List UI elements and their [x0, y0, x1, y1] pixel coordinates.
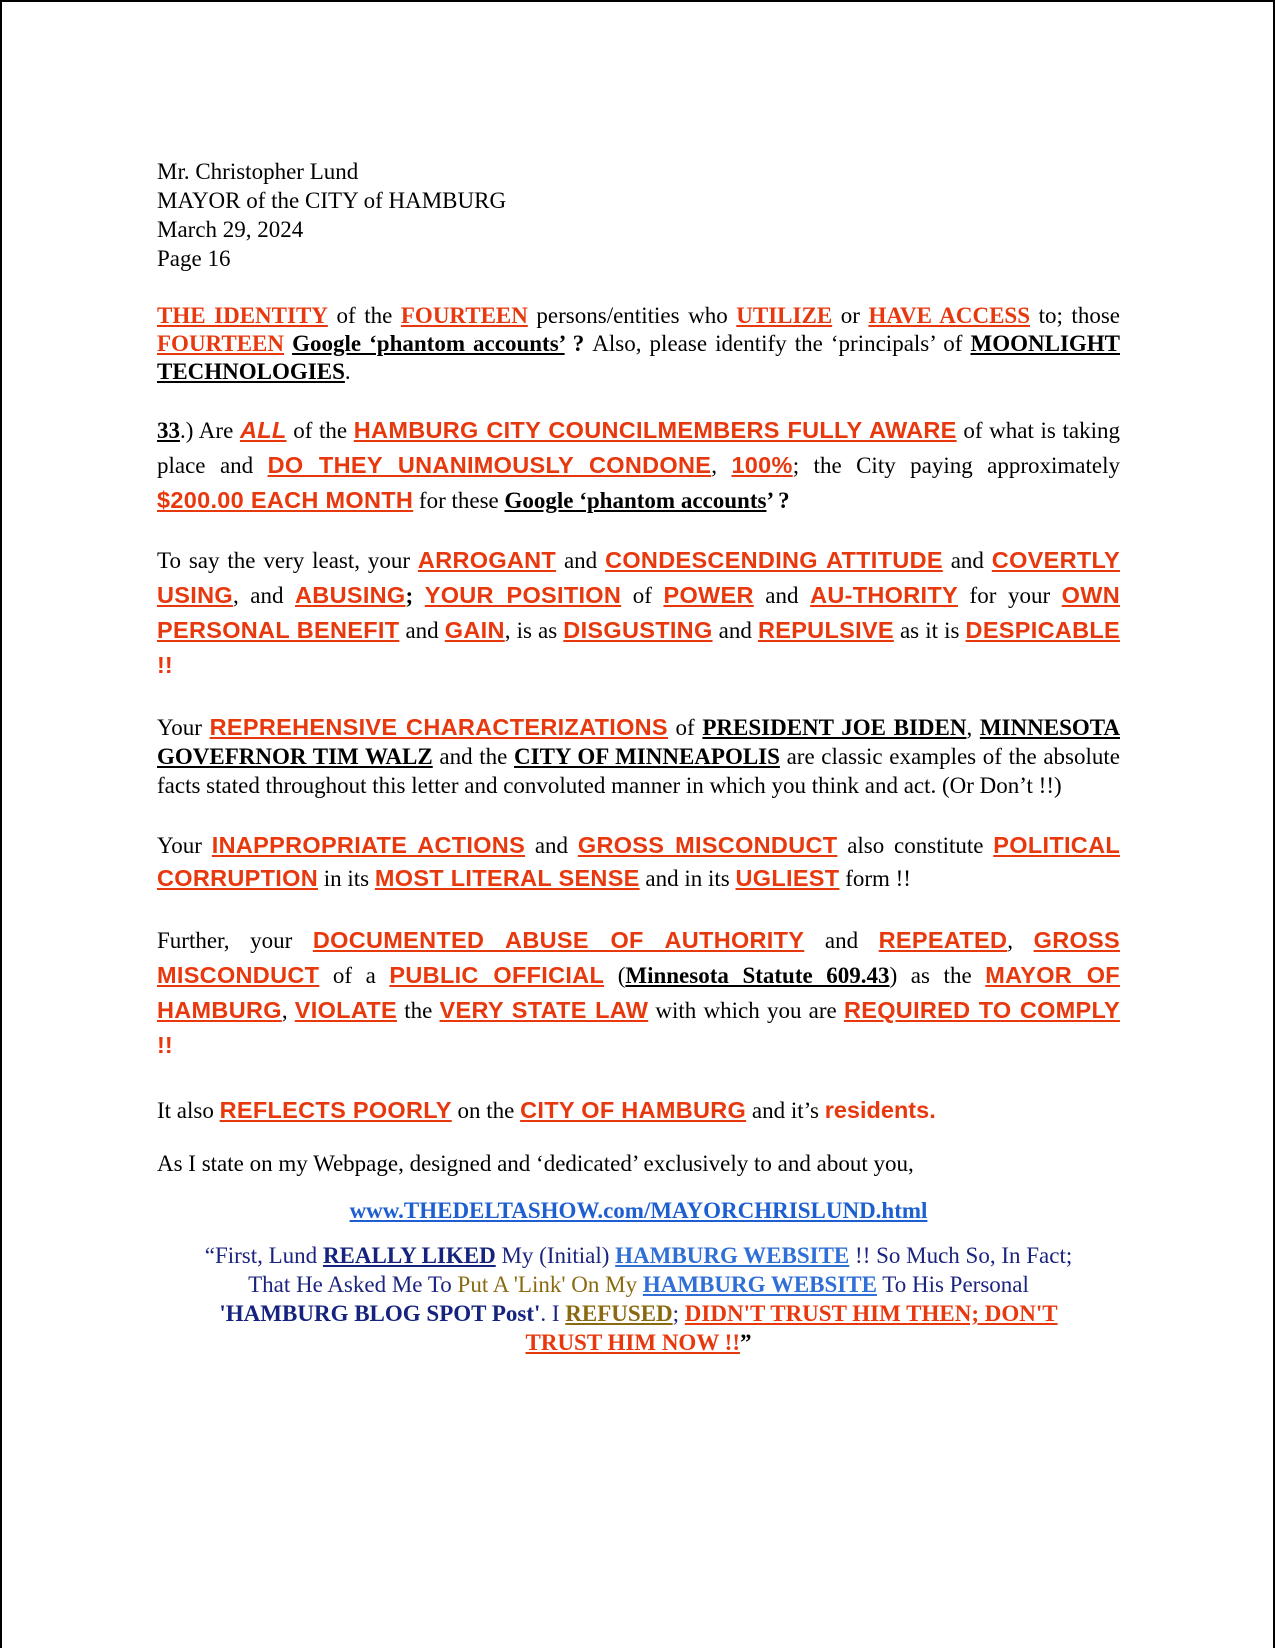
emph: FOURTEEN	[400, 303, 528, 328]
emph: REALLY LIKED	[322, 1243, 496, 1268]
text: for your	[958, 583, 1062, 608]
text: of what is taking place and	[157, 418, 1120, 478]
text: !! So Much So, In Fact; That He Asked Me To	[248, 1243, 1073, 1297]
text: To His Personal	[876, 1272, 1029, 1297]
text: ,	[966, 715, 980, 740]
text: As I state on my Webpage, designed and ‘dedicated’ exclusively to and about you,	[157, 1151, 914, 1176]
emph: 'HAMBURG BLOG SPOT Post'	[219, 1301, 541, 1326]
emph: COVERTLY USING	[157, 547, 1120, 608]
emph: $200.00 EACH MONTH	[157, 487, 414, 513]
emph: MAYOR OF HAMBURG	[157, 962, 1120, 1023]
recipient-title: MAYOR of the CITY of HAMBURG	[157, 188, 507, 213]
emph: VERY STATE LAW	[439, 997, 649, 1023]
emph: VIOLATE	[294, 997, 397, 1023]
text: . I	[540, 1301, 566, 1326]
text: ’ ?	[766, 488, 790, 513]
text: , and	[232, 583, 296, 608]
emph: CONDESCENDING ATTITUDE	[605, 547, 943, 573]
emph: DIDN'T TRUST HIM THEN; DON'T TRUST HIM NOW	[525, 1301, 1058, 1355]
emph: MINNESOTA GOVEFRNOR TIM WALZ	[157, 715, 1120, 769]
emph: ABUSING	[295, 582, 406, 608]
text: of the	[327, 303, 401, 328]
text: ”	[740, 1330, 752, 1355]
emph: YOUR POSITION	[424, 582, 622, 608]
recipient-name: Mr. Christopher Lund	[157, 159, 359, 184]
text: ,	[1007, 928, 1034, 953]
text: and	[942, 548, 992, 573]
text: or	[832, 303, 869, 328]
paragraph-characterizations	[157, 713, 1120, 800]
text: and	[525, 833, 578, 858]
text: of	[621, 583, 664, 608]
text: It also	[157, 1098, 220, 1123]
text: ,	[711, 453, 732, 478]
text: and	[804, 928, 879, 953]
text: ;	[672, 1301, 685, 1326]
text: .	[344, 359, 351, 384]
emph: PUBLIC OFFICIAL	[389, 962, 605, 988]
emph: PRESIDENT JOE BIDEN	[702, 715, 967, 740]
emph: UGLIEST	[735, 865, 840, 891]
emph: CITY OF HAMBURG	[520, 1097, 747, 1123]
text: and	[712, 618, 758, 643]
emph: Minnesota Statute 609.43	[625, 963, 890, 988]
emph: GAIN	[444, 617, 505, 643]
emph: REFLECTS POORLY	[219, 1097, 452, 1123]
emph: REPREHENSIVE CHARACTERIZATIONS	[209, 714, 668, 740]
emph: CITY OF MINNEAPOLIS	[514, 744, 780, 769]
emph: OWN PERSONAL BENEFIT	[157, 582, 1121, 643]
text: on the	[451, 1098, 521, 1123]
text: ?	[564, 331, 593, 356]
text: of a	[319, 963, 390, 988]
emph: REPULSIVE	[757, 617, 894, 643]
text: are classic examples of the absolute facts stated throughout this letter and convoluted manner in which you think and act. (Or Don’t !!)	[157, 744, 1120, 798]
text: the	[396, 998, 440, 1023]
text: My (Initial)	[495, 1243, 616, 1268]
emph: MOONLIGHT TECHNOLOGIES	[157, 331, 1121, 384]
text: with which you are	[648, 998, 844, 1023]
text: in its	[317, 866, 375, 891]
text: and	[399, 618, 445, 643]
text	[284, 331, 292, 356]
emph: REPEATED	[878, 927, 1008, 953]
text: and	[556, 548, 606, 573]
letter-body	[157, 157, 1120, 1357]
text: Also, please identify the ‘principals’ of	[592, 331, 971, 356]
paragraph-33	[157, 413, 1120, 518]
emph: HAMBURG CITY COUNCILMEMBERS FULLY AWARE	[353, 417, 957, 443]
emph: ARROGANT	[417, 547, 557, 573]
text: Your	[157, 715, 210, 740]
page-number: Page 16	[157, 246, 231, 271]
text: !!	[157, 652, 173, 678]
letter-header	[157, 157, 1120, 273]
text: To say the very least, your	[157, 548, 418, 573]
emph: residents.	[824, 1097, 936, 1123]
website-link-line	[157, 1196, 1120, 1225]
emph: Google ‘phantom accounts’	[292, 331, 565, 356]
website-link[interactable]: www.THEDELTASHOW.com/MAYORCHRISLUND.html	[349, 1198, 928, 1223]
paragraph-webpage	[157, 1149, 1120, 1178]
emph: DO THEY UNANIMOUSLY CONDONE	[267, 452, 712, 478]
text: , is as	[504, 618, 564, 643]
paragraph-abuse	[157, 923, 1120, 1063]
emph: FOURTEEN	[157, 331, 284, 356]
emph: REFUSED	[565, 1301, 673, 1326]
text: for these	[413, 488, 505, 513]
text: to; those	[1030, 303, 1120, 328]
text: and	[753, 583, 811, 608]
text: and it’s	[746, 1098, 825, 1123]
emph: UTILIZE	[736, 303, 833, 328]
emph: !!	[718, 1330, 740, 1355]
text: ; the City paying approximately	[792, 453, 1120, 478]
text: also constitute	[837, 833, 994, 858]
emph: POLITICAL CORRUPTION	[157, 832, 1120, 891]
emph: ALL	[239, 417, 287, 443]
paragraph-identity	[157, 302, 1120, 386]
emph: THE IDENTITY	[157, 303, 328, 328]
text: Put A 'Link' On My	[457, 1272, 638, 1297]
text: !!	[157, 1032, 173, 1058]
text: of the	[286, 418, 354, 443]
text: ,	[281, 998, 295, 1023]
text: Your	[157, 833, 212, 858]
text: Further, your	[157, 928, 313, 953]
text: form !!	[839, 866, 911, 891]
text: persons/entities who	[527, 303, 737, 328]
text: as it is	[893, 618, 966, 643]
text: and the	[432, 744, 515, 769]
emph: HAVE ACCESS	[868, 303, 1031, 328]
emph: GROSS MISCONDUCT	[577, 832, 838, 858]
emph: DOCUMENTED ABUSE OF AUTHORITY	[312, 927, 805, 953]
text: ;	[405, 583, 425, 608]
emph: AU-THORITY	[810, 582, 958, 608]
emph: HAMBURG WEBSITE	[615, 1243, 850, 1268]
text: (	[604, 963, 626, 988]
text: “First, Lund	[204, 1243, 323, 1268]
paragraph-misconduct	[157, 829, 1120, 895]
emph: GROSS MISCONDUCT	[157, 927, 1120, 988]
emph: Google ‘phantom accounts	[504, 488, 767, 513]
emph: INAPPROPRIATE ACTIONS	[211, 832, 526, 858]
emph: DESPICABLE	[965, 617, 1121, 643]
emph: MOST LITERAL SENSE	[374, 865, 640, 891]
emph: REQUIRED TO COMPLY	[843, 997, 1120, 1023]
emph: HAMBURG WEBSITE	[642, 1272, 877, 1297]
item-number: 33	[157, 418, 180, 443]
text: .) Are	[180, 418, 240, 443]
emph: POWER	[663, 582, 754, 608]
paragraph-reflects	[157, 1093, 1120, 1128]
text: ) as the	[889, 963, 986, 988]
letter-date: March 29, 2024	[157, 217, 304, 242]
text: of	[667, 715, 703, 740]
text: and in its	[639, 866, 736, 891]
emph: DISGUSTING	[563, 617, 713, 643]
quote-block	[157, 1241, 1120, 1357]
paragraph-attitude	[157, 543, 1120, 683]
emph: 100%	[731, 452, 793, 478]
